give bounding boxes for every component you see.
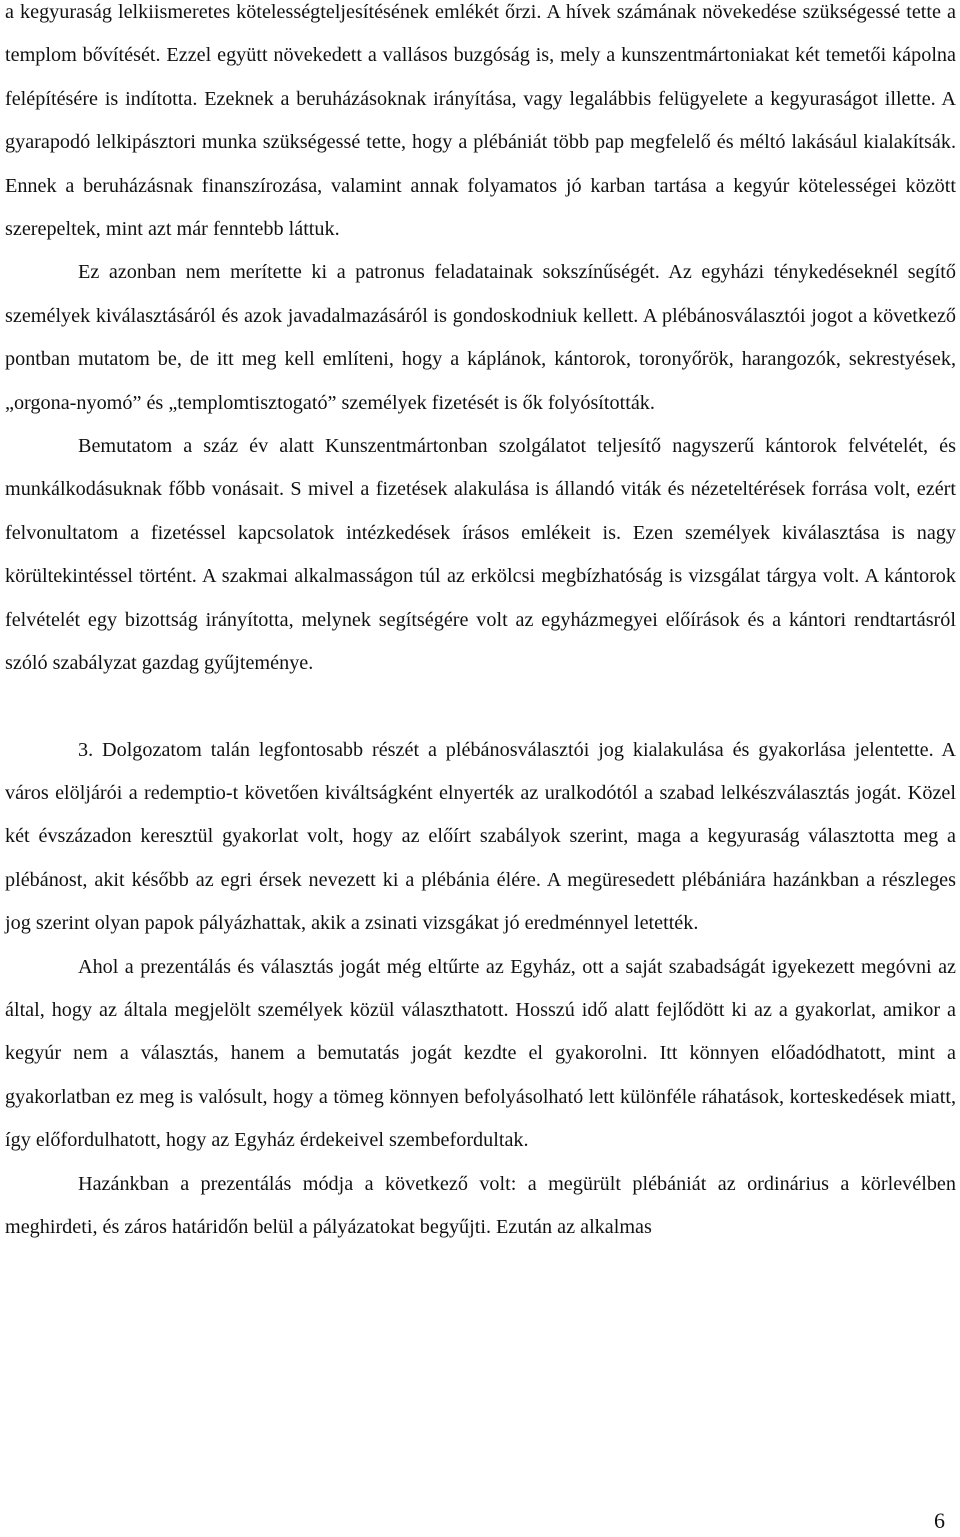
document-page — [5, 0, 956, 1249]
paragraph-3: Bemutatom a száz év alatt Kunszentmártonban szolgálatot teljesítő nagyszerű kántorok felvételét, és munkálkodásuknak főbb vonásait. S mivel a fizetések alakulása is állandó viták és nézeteltérések forrása volt, ezért felvonultatom a fizetéssel kapcsolatok intézkedések írásos emlékeit is. Ezen személyek kiválasztása is nagy körültekintéssel történt. A szakmai alkalmasságon túl az erkölcsi megbízhatóság is vizsgálat tárgya volt. A kántorok felvételét egy bizottság irányította, melynek segítségére volt az egyházmegyei előírások és a kántori rendtartásról szóló szabályzat gazdag gyűjteménye. — [5, 435, 956, 675]
page-number: 6 — [934, 1508, 945, 1533]
paragraph-1: a kegyuraság lelkiismeretes kötelességteljesítésének emlékét őrzi. A hívek számának növekedése szükségessé tette a templom bővítését. Ezzel együtt növekedett a vallásos buzgóság is, mely a kunszentmártoniakat két temetői kápolna felépítésére is indította. Ezeknek a beruházásoknak irányítása, vagy legalábbis felügyelete a kegyuraságot illette. A gyarapodó lelkipásztori munka szükségessé tette, hogy a plébániát több pap megfelelő és méltó lakásául kialakítsák. Ennek a beruházásnak finanszírozása, valamint annak folyamatos jó karban tartása a kegyúr kötelességei között szerepeltek, mint azt már fenntebb láttuk. — [5, 1, 956, 241]
paragraph-4: 3. Dolgozatom talán legfontosabb részét a plébánosválasztói jog kialakulása és gyakorlása jelentette. A város elöljárói a redemptio-t követően kiváltságként elnyerték az uralkodótól a szabad lelkészválasztás jogát. Közel két évszázadon keresztül gyakorlat volt, hogy az előírt szabályok szerint, maga a kegyuraság választotta meg a plébánost, akit később az egri érsek nevezett ki a plébánia élére. A megüresedett plébániára hazánkban a részleges jog szerint olyan papok pályázhattak, akik a zsinati vizsgákat jó eredménnyel letették. — [5, 738, 956, 935]
paragraph-5: Ahol a prezentálás és választás jogát még eltűrte az Egyház, ott a saját szabadságát igyekezett megóvni az által, hogy az általa megjelölt személyek közül választhatott. Hosszú idő alatt fejlődött ki az a gyakorlat, amikor a kegyúr nem a választás, hanem a bemutatás jogát kezdte el gyakorolni. Itt könnyen előadódhatott, mint a gyakorlatban ez meg is valósult, hogy a tömeg könnyen befolyásolható lett különféle ráhatások, korteskedések miatt, így előfordulhatott, hogy az Egyház érdekeivel szembefordultak. — [5, 955, 956, 1152]
paragraph-6: Hazánkban a prezentálás módja a következő volt: a megürült plébániát az ordinárius a körlevélben meghirdeti, és záros határidőn belül a pályázatokat begyűjti. Ezután az alkalmas — [5, 1172, 956, 1238]
section-gap — [5, 686, 956, 729]
paragraph-2: Ez azonban nem merítette ki a patronus feladatainak sokszínűségét. Az egyházi ténykedéseknél segítő személyek kiválasztásáról és azok javadalmazásáról is gondoskodniuk kellett. A plébánosválasztói jogot a következő pontban mutatom be, de itt meg kell említeni, hogy a káplánok, kántorok, toronyőrök, harangozók, sekrestyések, „orgona-nyomó” és „templomtisztogató” személyek fizetését is ők folyósították. — [5, 261, 956, 414]
